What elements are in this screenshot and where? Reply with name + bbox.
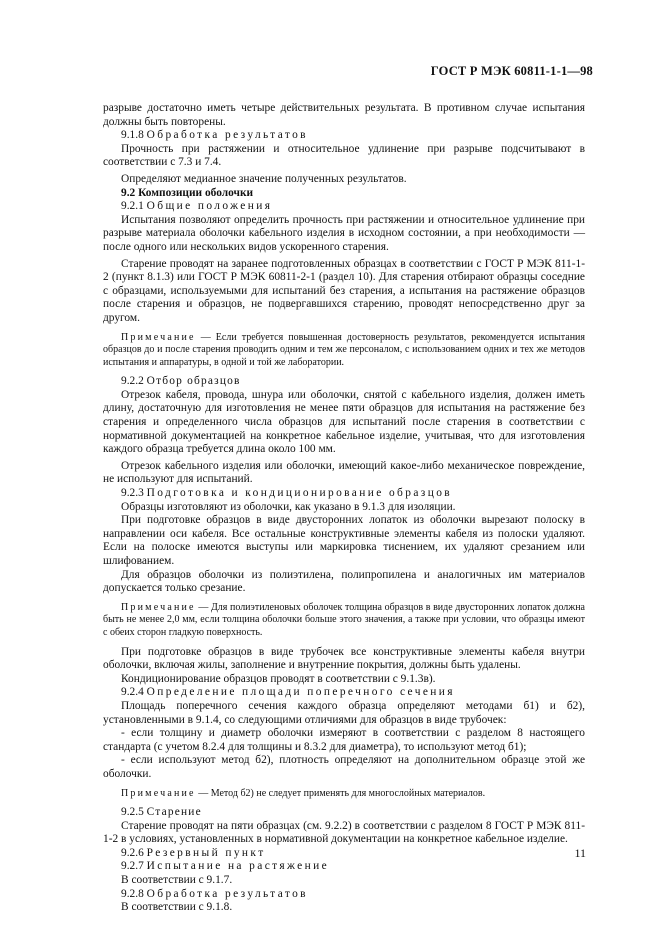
section-heading-9-2: 9.2 Композиции оболочки (121, 186, 254, 199)
paragraph: При подготовке образцов в виде двусторонних лопаток из оболочки вырезают полоску в направлении оси кабеля. Все остальные конструктивные элементы кабеля из полоски удаляют. Если на полоске имеются выступы или маркировка тиснением, их удаляют срезанием или шлифованием. (103, 514, 585, 567)
page-header: ГОСТ Р МЭК 60811-1-1—98 (430, 64, 593, 78)
section-heading-9-2-2: 9.2.2 Отбор образцов (121, 375, 241, 388)
paragraph: Старение проводят на заранее подготовленных образцах в соответствии с ГОСТ Р МЭК 811-1-2 (пункт 8.1.3) или ГОСТ Р МЭК 60811-2-1 (раздел 10). Для старения отбирают образцы соседние с образцами, используемыми для испытаний без старения, а испытания на растяжение образцов после старения и образцов, не подвергавшихся старению, проводят непосредственно друг за другом. (103, 257, 585, 324)
paragraph: Площадь поперечного сечения каждого образца определяют методами б1) и б2), установленными в 9.1.4, со следующими отличиями для образцов в виде трубочек: (103, 699, 585, 726)
document-body (103, 102, 585, 915)
note: Примечание — Если требуется повышенная достоверность результатов, рекомендуется испытания образцов до и после старения проводить одним и тем же персоналом, с использованием одних и тех же методов испытания и аппаратуры, в одной и той же лаборатории. (103, 331, 586, 368)
section-heading-9-2-5: 9.2.5 Старение (121, 806, 202, 819)
section-heading-9-2-6: 9.2.6 Резервный пункт (121, 846, 266, 859)
paragraph: Кондиционирование образцов проводят в соответствии с 9.1.3в). (121, 672, 436, 685)
list-item: - если толщину и диаметр оболочки измеряют в соответствии с разделом 8 настоящего стандарта (с учетом 8.2.4 для толщины и 8.3.2 для диаметра), то используют метод б1); (103, 727, 585, 753)
note: Примечание — Метод б2) не следует применять для многослойных материалов. (121, 787, 486, 799)
paragraph: Прочность при растяжении и относительное удлинение при разрыве подсчитывают в соответствии с 7.3 и 7.4. (103, 142, 585, 169)
paragraph: Для образцов оболочки из полиэтилена, полипропилена и аналогичных им материалов допускается только срезание. (103, 568, 585, 595)
paragraph: разрыве достаточно иметь четыре действительных результата. В противном случае испытания должны быть повторены. (103, 102, 585, 128)
paragraph: Старение проводят на пяти образцах (см. 9.2.2) в соответствии с разделом 8 ГОСТ Р МЭК 811-1-2 в условиях, установленных в нормативной документации на конкретное кабельное изделие. (103, 819, 585, 846)
list-item: - если используют метод б2), плотность определяют на дополнительном образце этой же оболочки. (103, 754, 585, 780)
section-heading-9-2-4: 9.2.4 Определение площади поперечного сечения (121, 686, 455, 699)
paragraph: При подготовке образцов в виде трубочек все конструктивные элементы кабеля внутри оболочки, включая жилы, заполнение и внутренние покрытия, должны быть удалены. (103, 645, 585, 672)
section-heading-9-2-3: 9.2.3 Подготовка и кондиционирование образцов (121, 487, 453, 500)
note: Примечание — Для полиэтиленовых оболочек толщина образцов в виде двусторонних лопаток должна быть не менее 2,0 мм, если толщина оболочки больше этого значения, а также при условии, что образцы имеют с обеих сторон гладкую поверхность. (103, 601, 586, 638)
section-heading-9-2-7: 9.2.7 Испытание на растяжение (121, 860, 330, 873)
paragraph: Испытания позволяют определить прочность при растяжении и относительное удлинение при разрыве материала оболочки кабельного изделия в исходном состоянии, а при необходимости — после одного или нескольких видов ускоренного старения. (103, 213, 585, 253)
paragraph: В соответствии с 9.1.7. (121, 874, 233, 887)
paragraph: Отрезок кабеля, провода, шнура или оболочки, снятой с кабельного изделия, должен иметь длину, достаточную для изготовления не менее пяти образцов для испытания на растяжение без старения и определенного числа образцов для испытаний после старения в соответствии с нормативной документацией на конкретное кабельное изделие, учитывая, что для изготовления каждого образца требуется длина около 100 мм. (103, 388, 585, 456)
section-heading-9-2-1: 9.2.1 Общие положения (121, 200, 273, 213)
paragraph: Образцы изготовляют из оболочки, как указано в 9.1.3 для изоляции. (121, 500, 456, 513)
paragraph: Отрезок кабельного изделия или оболочки, имеющий какое-либо механическое повреждение, не используют для испытаний. (103, 459, 585, 486)
paragraph: Определяют медианное значение полученных результатов. (121, 172, 407, 185)
paragraph: В соответствии с 9.1.8. (121, 901, 233, 914)
section-heading-9-1-8: 9.1.8 Обработка результатов (121, 129, 308, 142)
page-number: 11 (574, 846, 586, 860)
section-heading-9-2-8: 9.2.8 Обработка результатов (121, 887, 308, 900)
